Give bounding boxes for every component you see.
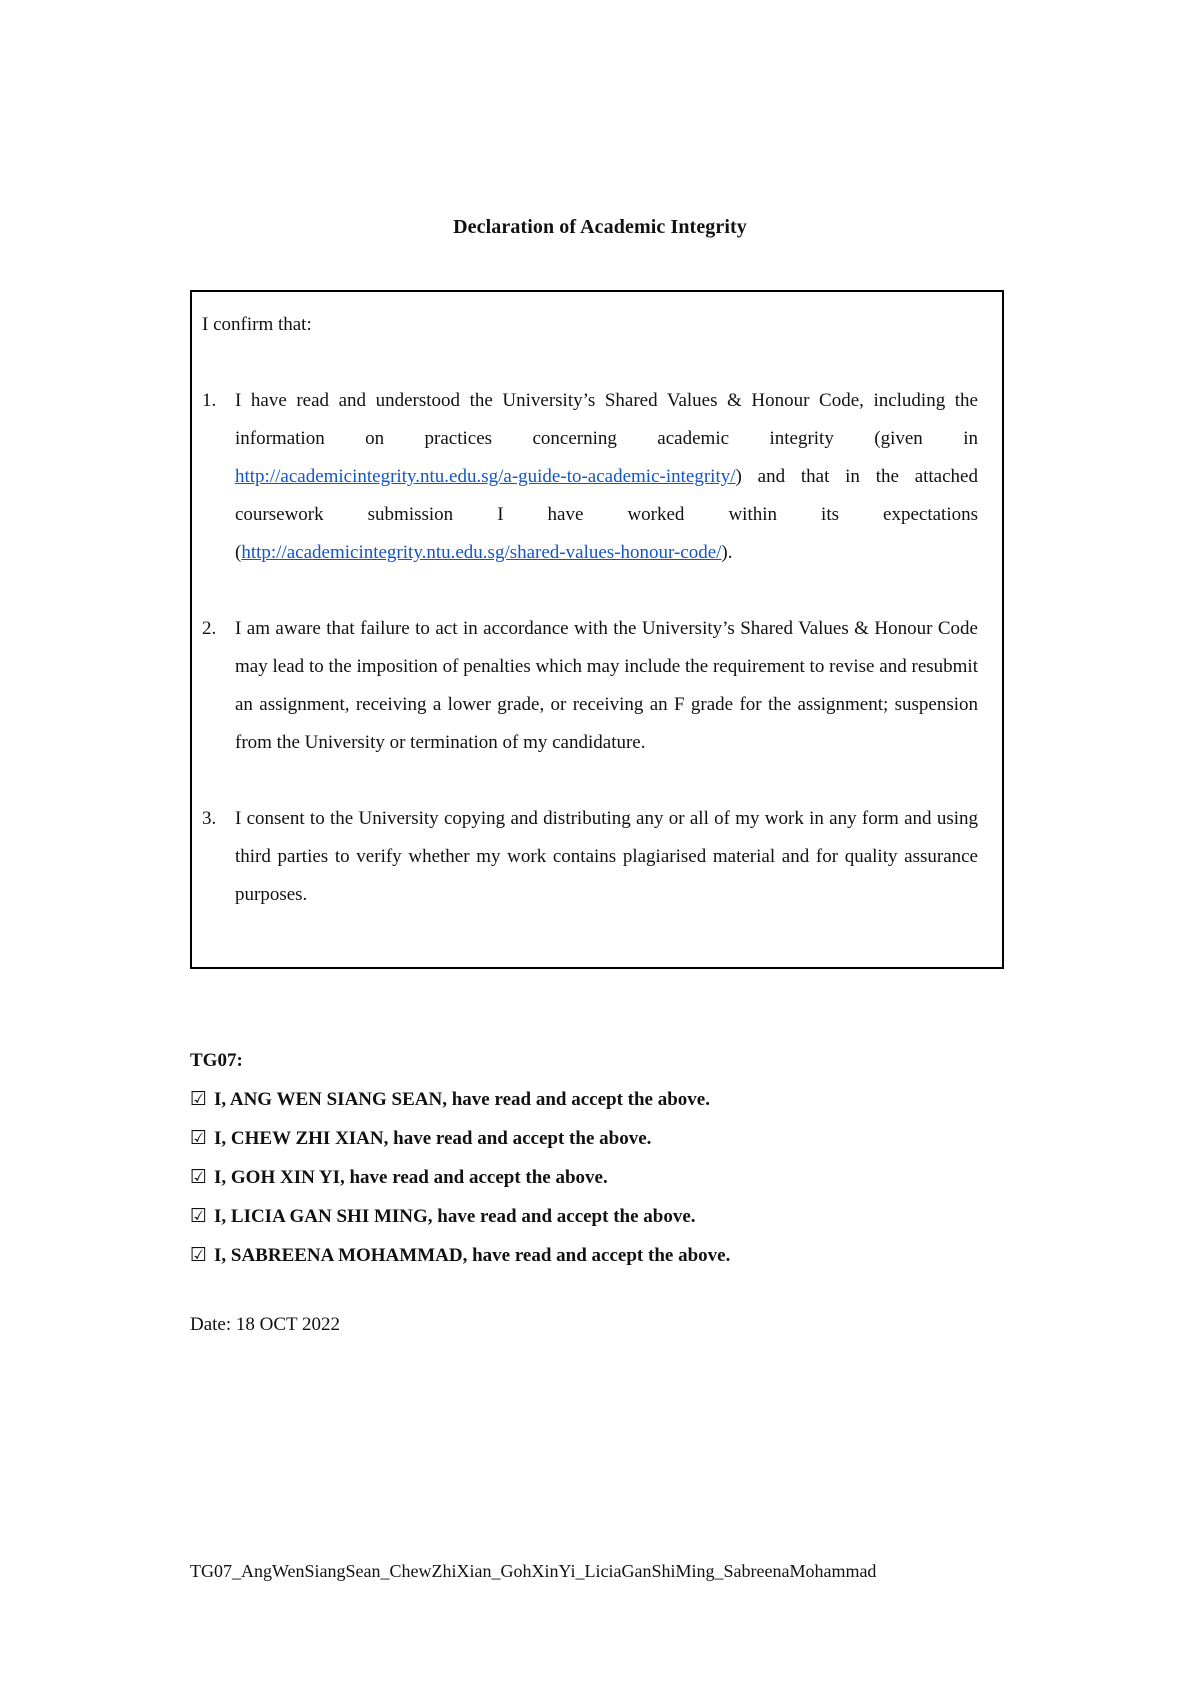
declaration-item-text (235, 382, 978, 572)
declaration-item-1 (202, 382, 978, 572)
declaration-item-number: 2. (202, 618, 217, 639)
signatory-line (190, 1197, 1010, 1236)
declaration-box (190, 290, 1004, 969)
signatory-text: I, LICIA GAN SHI MING, have read and accept the above. (214, 1206, 696, 1227)
signatory-text: I, SABREENA MOHAMMAD, have read and accept the above. (214, 1245, 731, 1266)
checked-box-icon: ☑ (190, 1166, 208, 1188)
declaration-item-number: 3. (202, 808, 217, 829)
signatories-section (190, 1042, 1010, 1275)
checked-box-icon: ☑ (190, 1088, 208, 1110)
academic-integrity-guide-link[interactable]: http://academicintegrity.ntu.edu.sg/a-guide-to-academic-integrity/ (235, 466, 736, 487)
declaration-date: Date: 18 OCT 2022 (190, 1314, 341, 1335)
signatory-text: I, GOH XIN YI, have read and accept the above. (214, 1167, 608, 1188)
signatory-line (190, 1158, 1010, 1197)
signatory-text: I, CHEW ZHI XIAN, have read and accept the above. (214, 1128, 652, 1149)
page-title: Declaration of Academic Integrity (453, 216, 747, 238)
checked-box-icon: ☑ (190, 1244, 208, 1266)
declaration-text-segment: ). (721, 542, 733, 563)
declaration-text-segment: ) and that in the attached coursework submission I have worked within its expectations ( (235, 466, 978, 563)
declaration-item-number: 1. (202, 390, 217, 411)
declaration-list (202, 382, 978, 914)
signatory-line (190, 1080, 1010, 1119)
declaration-intro: I confirm that: (202, 314, 312, 335)
checked-box-icon: ☑ (190, 1205, 208, 1227)
page-footer: TG07_AngWenSiangSean_ChewZhiXian_GohXinYi_LiciaGanShiMing_SabreenaMohammad (190, 1561, 877, 1581)
declaration-item-text: I am aware that failure to act in accordance with the University’s Shared Values & Honour Code may lead to the imposition of penalties which may include the requirement to revise and resubmit an assignment, receiving a lower grade, or receiving an F grade for the assignment; suspension from the University or termination of my candidature. (235, 618, 978, 753)
declaration-item-3 (202, 800, 978, 914)
checked-box-icon: ☑ (190, 1127, 208, 1149)
declaration-item-text: I consent to the University copying and distributing any or all of my work in any form and using third parties to verify whether my work contains plagiarised material and for quality assurance purposes. (235, 808, 978, 905)
honour-code-link[interactable]: http://academicintegrity.ntu.edu.sg/shared-values-honour-code/ (241, 542, 722, 563)
group-label: TG07: (190, 1050, 243, 1071)
signatory-line (190, 1119, 1010, 1158)
declaration-item-2 (202, 610, 978, 762)
signatory-text: I, ANG WEN SIANG SEAN, have read and accept the above. (214, 1089, 710, 1110)
declaration-text-segment: I have read and understood the University’s Shared Values & Honour Code, including the information on practices concerning academic integrity (given in (235, 390, 978, 449)
signatory-line (190, 1236, 1010, 1275)
